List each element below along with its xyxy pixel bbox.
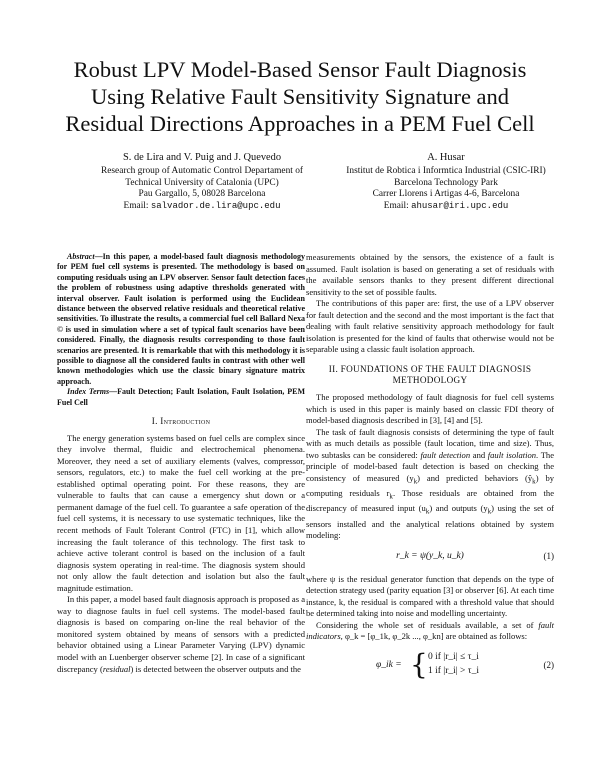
author-names: S. de Lira and V. Puig and J. Quevedo [122, 152, 282, 163]
email-address[interactable]: ahusar@iri.upc.edu [411, 201, 509, 212]
email-address[interactable]: salvador.de.lira@upc.edu [150, 201, 281, 212]
abstract-text: —In this paper, a model-based fault diagnosis methodology for PEM fuel cell systems is presented. The methodology is based on computing residuals using an LPV observer. Sensor fault detection faces the problem of robustness using adaptive thresholds generated with interval observer. Fault isolation is performed using the Euclidean distance between the observed relative residuals and theoretical relative sensitivities. To illustrate the results, a commercial fuel cell Ballard Nexa © is used in simulation where a set of typical fault scenarios have been considered. Finally, the diagnosis results corresponding to those fault scenarios are presented. It is remarkable that with this methodology it is possible to diagnose all the considered faults in contrast with other well known methodologies which use the classic binary signature matrix approach. [57, 252, 305, 386]
text-run: . Those residuals are obtained from the discrepancy of measured input (u [306, 488, 554, 514]
text-run: ) and predicted behaviors (ŷ [417, 472, 533, 483]
equation-1 [306, 548, 554, 568]
italic-run: fault indicators [306, 619, 554, 642]
equation-case: 0 if |r_i| ≤ τ_i [428, 651, 479, 662]
paragraph: The task of fault diagnosis consists of determining the type of fault with as much details as possible (fault location, time and size). Thus, two subtasks can be considered: fault detection and fault isolation. The principle of model-based fault detection is based on checking the consistency of measured $(y_k)$ and predicted behaviors $(ŷ_k)$ by computing residuals $r_k$. Those residuals are obtained from the discrepancy of measured input $(u_k)$ and outputs $(y_k)$ using the set of sensors installed and the analytical relations obtained by system modeling: [306, 426, 554, 541]
section-heading: I. Introduction [151, 416, 211, 427]
text-run: , φ_k = [φ_1k, φ_2k ..., φ_kn] are obtained as follows: [340, 631, 528, 642]
italic-run: residual [102, 663, 131, 674]
abstract [57, 252, 305, 387]
title-line: Using Relative Fault Sensitivity Signature and [90, 84, 510, 109]
index-terms-text: —Fault Detection; Fault Isolation, Fault Isolation, PEM Fuel Cell [57, 387, 306, 407]
paragraph [306, 620, 554, 643]
index-terms [57, 387, 305, 408]
author-names: A. Husar [427, 152, 465, 163]
abstract-label: Abstract [67, 252, 95, 261]
author-block-left [72, 152, 332, 213]
affiliation-line: Carrer Llorens i Artigas 4-6, Barcelona [372, 189, 520, 200]
text-run: The task of fault diagnosis consists of determining the type of fault with as much details as possible (fault location, time and size). Thus, two subtasks can be considered: [306, 426, 554, 460]
equation-case: 1 if |r_i| > τ_i [428, 665, 479, 676]
title-line: Robust LPV Model-Based Sensor Fault Diagnosis [73, 57, 527, 82]
index-terms-label: Index Terms [67, 387, 110, 397]
affiliation-line: Technical University of Catalonia (UPC) [125, 177, 279, 188]
affiliation-line: Research group of Automatic Control Departament of [100, 165, 304, 176]
text-run: . The principle of model-based fault detection is based on checking the consistency of measured (y [306, 449, 554, 483]
equation-number: (1) [543, 550, 554, 561]
affiliation-line: Pau Gargallo, 5, 08028 Barcelona [138, 189, 266, 200]
paragraph: where ψ is the residual generator function that depends on the type of detection strategy used (parity equation [3] or observer [6]. At each time instance, k, the residual is compared with a threshold value that should be determined taking into noise and modelling uncertainty. [306, 573, 554, 619]
email-line [336, 201, 556, 213]
text-run: Considering the whole set of residuals available, a set of [316, 619, 539, 630]
email-label: Email: [123, 201, 149, 212]
text-run: and [470, 449, 488, 460]
paper-title [40, 56, 560, 137]
title-line: Residual Directions Approaches in a PEM Fuel Cell [65, 111, 535, 136]
affiliation-line: Institut de Robtica i Informtica Industrial (CSIC-IRI) [346, 165, 546, 176]
text-run: In this paper, a model based fault diagnosis approach is proposed as a way to diagnose faults in fuel cell systems. The model-based fault diagnosis is based on comparing on-line the real behavior of the monitored system obtained by means of sensors with a predicted behavior obtained using a Linear Parameter Varying (LPV) dynamic model with an Luenberger observer scheme [2]. In case of a significant discrepancy ( [57, 594, 305, 674]
text-run: ) by computing residuals r [306, 472, 554, 499]
paragraph [57, 594, 305, 675]
right-column [306, 252, 554, 689]
text-run: ) is detected between the observer outputs and the [130, 663, 301, 674]
equation-2 [306, 649, 554, 683]
paragraph: The proposed methodology of fault diagnosis for fuel cell systems which is used in this paper is mainly based on classic FDI theory of model-based diagnosis described in [3], [4] and [5]. [306, 392, 554, 426]
equation-body: r_k = ψ(y_k, u_k) [396, 550, 464, 561]
paragraph: measurements obtained by the sensors, the existence of a fault is assumed. Fault isolation is based on generating a set of residuals with the available sensors thanks to they present different directional sensitivity to the set of possible faults. [306, 252, 554, 297]
left-column [57, 252, 305, 675]
italic-run: fault isolation [487, 449, 537, 460]
section-heading-line: II. FOUNDATIONS OF THE FAULT DIAGNOSIS [328, 363, 532, 374]
italic-run: fault detection [420, 449, 471, 460]
text-run: ) and outputs (y [429, 503, 488, 514]
email-line [72, 201, 332, 213]
equation-lhs: φ_ik = [376, 659, 402, 670]
affiliation-line: Barcelona Technology Park [394, 177, 498, 188]
paragraph: The energy generation systems based on fuel cells are complex since they involve thermal, fluidic and electrochemical phenomena. Moreover, they need a set of auxiliary elements (valves, compressor, sensors, regulators, etc.) to make the fuel cell working at the pre-established optimal operating point. For these reasons, they are vulnerable to faults that can cause a emergency shut down or a permanent damage of the fuel cell. To guarantee a safe operation of the fuel cell systems, it is necessary to use systematic techniques, like the recent methods of Fault Tolerant Control (FTC) in [1], which allow increasing the fault tolerance of this technology. The first task to achieve active tolerant control is based on the inclusion of a fault diagnosis system operating in real-time. The diagnosis system should not only allow the fault detection and isolation but also the fault magnitude estimation. [57, 432, 305, 593]
paragraph: The contributions of this paper are: first, the use of a LPV observer for fault detection and the second and the most important is the fact that dealing with fault relative sensitivity approach methodology for fault isolation is presented for the kind of faults that otherwise would not be separable using a classic fault isolation approach. [306, 298, 554, 355]
section-heading [306, 364, 554, 387]
equation-number: (2) [543, 659, 554, 670]
author-block-right [336, 152, 556, 213]
email-label: Email: [383, 201, 409, 212]
text-run: ) using the set of sensors installed and the analytical relations obtained by system modeling: [306, 503, 554, 541]
brace-glyph: { [410, 647, 428, 681]
section-heading-line: METHODOLOGY [392, 375, 468, 386]
